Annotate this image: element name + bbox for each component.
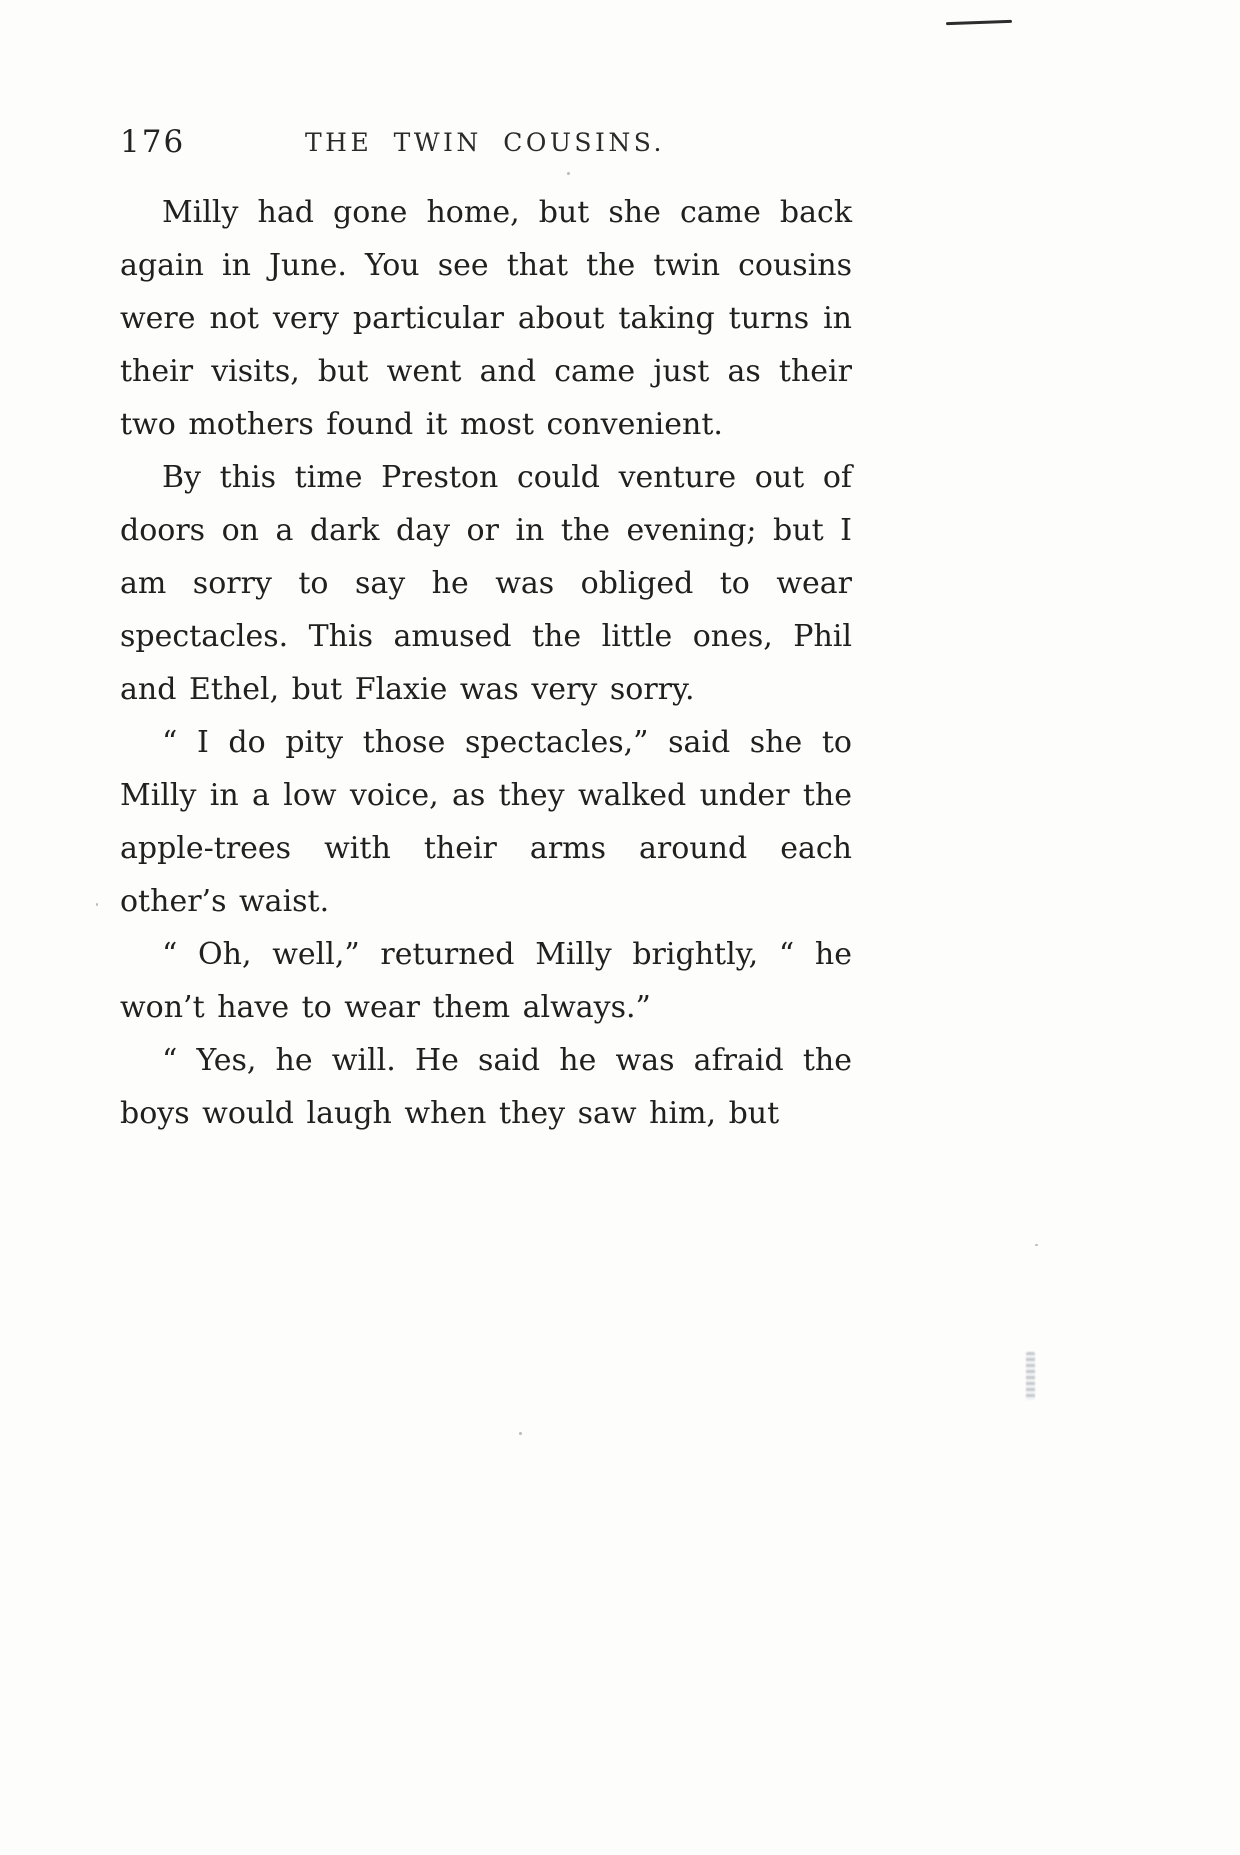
page-number: 176 <box>120 124 186 160</box>
scan-speck <box>1035 1244 1038 1246</box>
paragraph-1: Milly had gone home, but she came back again in June. You see that the twin cousins were not very particular about taking turns in their visits, but went and came just as their two mothers found it most convenient. <box>120 195 852 442</box>
scan-speck <box>519 1432 522 1435</box>
scan-artifact-line <box>946 20 1012 25</box>
paragraph-3: “ I do pity those spectacles,” said she to Milly in a low voice, as they walked under the apple-trees with their arms around each other’s waist. <box>120 725 852 919</box>
scan-artifact-smudge <box>1026 1352 1035 1400</box>
scan-speck <box>567 172 570 175</box>
scan-speck <box>96 903 98 906</box>
paragraph-2: By this time Preston could venture out of doors on a dark day or in the evening; but I am sorry to say he was obliged to wear spectacles. This amused the little ones, Phil and Ethel, but Flaxie was very sorry. <box>120 460 852 707</box>
paragraph-4: “ Oh, well,” returned Milly brightly, “ he won’t have to wear them always.” <box>120 937 852 1025</box>
running-title: THE TWIN COUSINS. <box>305 128 665 157</box>
paragraph-5: “ Yes, he will. He said he was afraid the boys would laugh when they saw him, but <box>120 1043 852 1131</box>
page-body <box>120 186 852 1140</box>
page-header <box>120 122 850 162</box>
